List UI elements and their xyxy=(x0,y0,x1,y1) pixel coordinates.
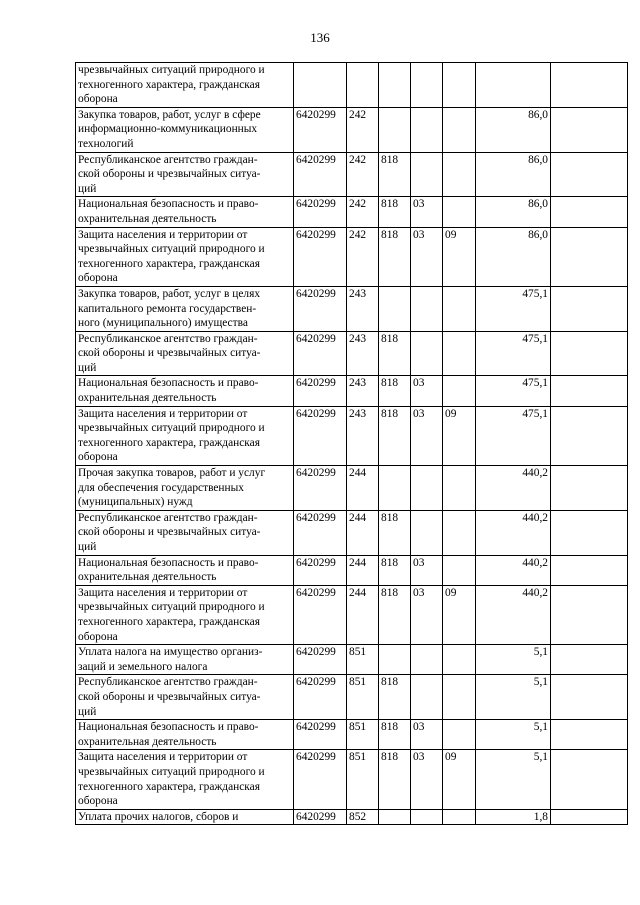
item-name-line: охранительная деятельность xyxy=(78,571,217,584)
amount-cell: 5,1 xyxy=(476,675,551,720)
item-name-line: ций xyxy=(78,705,97,718)
subsection-code-cell xyxy=(443,809,476,825)
table-row xyxy=(76,555,628,585)
expense-type-cell: 243 xyxy=(347,376,379,406)
amount-cell: 440,2 xyxy=(476,510,551,555)
amount-cell: 86,0 xyxy=(476,227,551,286)
target-article-code-cell: 6420299 xyxy=(294,720,347,750)
item-name-line: чрезвычайных ситуаций природного и xyxy=(78,601,265,614)
table-row xyxy=(76,675,628,720)
item-name-line: капитального ремонта государствен- xyxy=(78,302,257,315)
item-name-line: охранительная деятельность xyxy=(78,735,217,748)
subsection-code-cell xyxy=(443,107,476,152)
item-name-cell xyxy=(76,585,294,644)
item-name-line: Уплата прочих налогов, сборов и xyxy=(78,810,239,823)
item-name-line: ций xyxy=(78,541,97,553)
empty-cell xyxy=(551,107,628,152)
target-article-code-cell: 6420299 xyxy=(294,466,347,511)
table-row xyxy=(76,466,628,511)
item-name-line: техногенного характера, гражданская xyxy=(78,615,260,628)
subsection-code-cell: 09 xyxy=(443,750,476,809)
amount-cell: 5,1 xyxy=(476,645,551,675)
administrator-code-cell: 818 xyxy=(379,197,411,227)
subsection-code-cell xyxy=(443,152,476,197)
target-article-code-cell: 6420299 xyxy=(294,585,347,644)
subsection-code-cell xyxy=(443,720,476,750)
empty-cell xyxy=(551,376,628,406)
expense-type-cell: 244 xyxy=(347,585,379,644)
target-article-code-cell: 6420299 xyxy=(294,406,347,465)
expense-type-cell: 243 xyxy=(347,286,379,331)
administrator-code-cell xyxy=(379,107,411,152)
item-name-line: Уплата налога на имущество организ- xyxy=(78,646,263,659)
target-article-code-cell: 6420299 xyxy=(294,510,347,555)
item-name-line: информационно-коммуникационных xyxy=(78,123,258,136)
amount-cell: 5,1 xyxy=(476,720,551,750)
item-name-line: техногенного характера, гражданская xyxy=(78,257,260,270)
item-name-line: чрезвычайных ситуаций природного и xyxy=(78,243,265,256)
expense-type-cell: 851 xyxy=(347,720,379,750)
item-name-line: Закупка товаров, работ, услуг в целях xyxy=(78,287,261,300)
empty-cell xyxy=(551,286,628,331)
item-name-line: Закупка товаров, работ, услуг в сфере xyxy=(78,108,261,121)
empty-cell xyxy=(551,645,628,675)
table-row xyxy=(76,645,628,675)
item-name-cell xyxy=(76,750,294,809)
administrator-code-cell xyxy=(379,466,411,511)
section-code-cell: 03 xyxy=(411,406,443,465)
item-name-line: Прочая закупка товаров, работ и услуг xyxy=(78,467,266,480)
administrator-code-cell: 818 xyxy=(379,406,411,465)
amount-cell: 475,1 xyxy=(476,406,551,465)
section-code-cell xyxy=(411,331,443,376)
subsection-code-cell xyxy=(443,286,476,331)
item-name-line: охранительная деятельность xyxy=(78,212,217,225)
target-article-code-cell xyxy=(294,63,347,108)
item-name-cell xyxy=(76,406,294,465)
section-code-cell xyxy=(411,152,443,197)
subsection-code-cell xyxy=(443,63,476,108)
item-name-line: Национальная безопасность и право- xyxy=(78,556,259,569)
item-name-line: оборона xyxy=(78,272,118,285)
subsection-code-cell xyxy=(443,645,476,675)
empty-cell xyxy=(551,197,628,227)
expense-type-cell: 242 xyxy=(347,107,379,152)
expense-type-cell: 242 xyxy=(347,227,379,286)
target-article-code-cell: 6420299 xyxy=(294,197,347,227)
administrator-code-cell xyxy=(379,286,411,331)
table-row xyxy=(76,720,628,750)
item-name-line: ций xyxy=(78,182,97,195)
empty-cell xyxy=(551,406,628,465)
section-code-cell xyxy=(411,286,443,331)
target-article-code-cell: 6420299 xyxy=(294,107,347,152)
administrator-code-cell: 818 xyxy=(379,720,411,750)
section-code-cell: 03 xyxy=(411,720,443,750)
page-number: 136 xyxy=(310,30,330,45)
section-code-cell xyxy=(411,107,443,152)
expense-type-cell: 244 xyxy=(347,510,379,555)
item-name-line: чрезвычайных ситуаций природного и xyxy=(78,765,265,778)
administrator-code-cell: 818 xyxy=(379,376,411,406)
item-name-line: ской обороны и чрезвычайных ситуа- xyxy=(78,168,261,181)
amount-cell: 86,0 xyxy=(476,197,551,227)
item-name-line: оборона xyxy=(78,795,118,808)
target-article-code-cell: 6420299 xyxy=(294,376,347,406)
subsection-code-cell: 09 xyxy=(443,227,476,286)
item-name-cell xyxy=(76,809,294,825)
empty-cell xyxy=(551,152,628,197)
subsection-code-cell xyxy=(443,466,476,511)
target-article-code-cell: 6420299 xyxy=(294,750,347,809)
subsection-code-cell xyxy=(443,675,476,720)
item-name-line: охранительная деятельность xyxy=(78,392,217,405)
budget-table xyxy=(75,62,628,825)
item-name-cell xyxy=(76,376,294,406)
expense-type-cell: 243 xyxy=(347,406,379,465)
expense-type-cell: 851 xyxy=(347,675,379,720)
table-row xyxy=(76,510,628,555)
item-name-line: чрезвычайных ситуаций природного и xyxy=(78,422,265,435)
item-name-cell xyxy=(76,510,294,555)
table-row xyxy=(76,809,628,825)
table-row xyxy=(76,585,628,644)
item-name-cell xyxy=(76,331,294,376)
item-name-line: для обеспечения государственных xyxy=(78,481,244,494)
section-code-cell xyxy=(411,63,443,108)
administrator-code-cell: 818 xyxy=(379,510,411,555)
empty-cell xyxy=(551,227,628,286)
table-row xyxy=(76,406,628,465)
target-article-code-cell: 6420299 xyxy=(294,675,347,720)
item-name-line: Республиканское агентство граждан- xyxy=(78,676,258,689)
administrator-code-cell: 818 xyxy=(379,750,411,809)
item-name-line: Защита населения и территории от xyxy=(78,228,248,241)
empty-cell xyxy=(551,466,628,511)
expense-type-cell: 244 xyxy=(347,555,379,585)
amount-cell: 5,1 xyxy=(476,750,551,809)
amount-cell: 1,8 xyxy=(476,809,551,825)
amount-cell: 475,1 xyxy=(476,376,551,406)
table-row xyxy=(76,331,628,376)
item-name-line: чрезвычайных ситуаций природного и xyxy=(78,64,265,76)
administrator-code-cell: 818 xyxy=(379,331,411,376)
administrator-code-cell xyxy=(379,645,411,675)
table-row xyxy=(76,152,628,197)
table-row xyxy=(76,750,628,809)
subsection-code-cell xyxy=(443,331,476,376)
item-name-cell xyxy=(76,555,294,585)
item-name-cell xyxy=(76,107,294,152)
target-article-code-cell: 6420299 xyxy=(294,645,347,675)
item-name-cell xyxy=(76,152,294,197)
target-article-code-cell: 6420299 xyxy=(294,555,347,585)
amount-cell: 440,2 xyxy=(476,585,551,644)
section-code-cell xyxy=(411,466,443,511)
expense-type-cell: 244 xyxy=(347,466,379,511)
empty-cell xyxy=(551,720,628,750)
section-code-cell: 03 xyxy=(411,750,443,809)
empty-cell xyxy=(551,510,628,555)
empty-cell xyxy=(551,809,628,825)
section-code-cell: 03 xyxy=(411,376,443,406)
expense-type-cell: 851 xyxy=(347,750,379,809)
item-name-line: Национальная безопасность и право- xyxy=(78,721,259,734)
item-name-line: технологий xyxy=(78,137,134,150)
subsection-code-cell xyxy=(443,555,476,585)
empty-cell xyxy=(551,675,628,720)
item-name-line: ской обороны и чрезвычайных ситуа- xyxy=(78,347,261,360)
table-row xyxy=(76,227,628,286)
item-name-line: Республиканское агентство граждан- xyxy=(78,153,258,166)
expense-type-cell: 242 xyxy=(347,197,379,227)
administrator-code-cell xyxy=(379,63,411,108)
item-name-cell xyxy=(76,227,294,286)
target-article-code-cell: 6420299 xyxy=(294,227,347,286)
item-name-line: техногенного характера, гражданская xyxy=(78,78,260,91)
table-row xyxy=(76,286,628,331)
item-name-line: техногенного характера, гражданская xyxy=(78,436,260,449)
administrator-code-cell: 818 xyxy=(379,675,411,720)
table-row xyxy=(76,197,628,227)
item-name-line: Защита населения и территории от xyxy=(78,751,248,764)
item-name-cell xyxy=(76,63,294,108)
administrator-code-cell: 818 xyxy=(379,152,411,197)
section-code-cell xyxy=(411,510,443,555)
item-name-line: ного (муниципального) имущества xyxy=(78,317,248,330)
item-name-line: Национальная безопасность и право- xyxy=(78,377,259,390)
empty-cell xyxy=(551,331,628,376)
section-code-cell: 03 xyxy=(411,227,443,286)
expense-type-cell: 242 xyxy=(347,152,379,197)
target-article-code-cell: 6420299 xyxy=(294,286,347,331)
subsection-code-cell xyxy=(443,197,476,227)
item-name-line: ской обороны и чрезвычайных ситуа- xyxy=(78,526,261,539)
subsection-code-cell xyxy=(443,510,476,555)
administrator-code-cell: 818 xyxy=(379,555,411,585)
section-code-cell xyxy=(411,809,443,825)
administrator-code-cell: 818 xyxy=(379,227,411,286)
subsection-code-cell: 09 xyxy=(443,585,476,644)
section-code-cell xyxy=(411,645,443,675)
item-name-line: ской обороны и чрезвычайных ситуа- xyxy=(78,690,261,703)
item-name-line: оборона xyxy=(78,630,118,643)
subsection-code-cell xyxy=(443,376,476,406)
item-name-line: Национальная безопасность и право- xyxy=(78,198,259,211)
section-code-cell: 03 xyxy=(411,197,443,227)
item-name-line: оборона xyxy=(78,451,118,464)
item-name-cell xyxy=(76,720,294,750)
target-article-code-cell: 6420299 xyxy=(294,331,347,376)
expense-type-cell: 852 xyxy=(347,809,379,825)
item-name-cell xyxy=(76,466,294,511)
empty-cell xyxy=(551,555,628,585)
target-article-code-cell: 6420299 xyxy=(294,809,347,825)
item-name-line: Республиканское агентство граждан- xyxy=(78,332,258,345)
amount-cell: 86,0 xyxy=(476,152,551,197)
table-row xyxy=(76,63,628,108)
amount-cell: 440,2 xyxy=(476,466,551,511)
section-code-cell: 03 xyxy=(411,585,443,644)
table-row xyxy=(76,376,628,406)
section-code-cell: 03 xyxy=(411,555,443,585)
table-row xyxy=(76,107,628,152)
item-name-cell xyxy=(76,675,294,720)
item-name-line: оборона xyxy=(78,93,118,106)
item-name-line: Республиканское агентство граждан- xyxy=(78,511,258,524)
expense-type-cell: 243 xyxy=(347,331,379,376)
administrator-code-cell xyxy=(379,809,411,825)
empty-cell xyxy=(551,63,628,108)
item-name-cell xyxy=(76,286,294,331)
budget-table-body xyxy=(76,63,628,825)
item-name-line: Защита населения и территории от xyxy=(78,407,248,420)
section-code-cell xyxy=(411,675,443,720)
item-name-line: заций и земельного налога xyxy=(78,660,208,673)
target-article-code-cell: 6420299 xyxy=(294,152,347,197)
empty-cell xyxy=(551,585,628,644)
subsection-code-cell: 09 xyxy=(443,406,476,465)
amount-cell: 475,1 xyxy=(476,331,551,376)
empty-cell xyxy=(551,750,628,809)
administrator-code-cell: 818 xyxy=(379,585,411,644)
amount-cell: 475,1 xyxy=(476,286,551,331)
item-name-line: Защита населения и территории от xyxy=(78,586,248,599)
item-name-line: (муниципальных) нужд xyxy=(78,496,193,509)
amount-cell: 86,0 xyxy=(476,107,551,152)
item-name-cell xyxy=(76,645,294,675)
item-name-line: техногенного характера, гражданская xyxy=(78,780,260,793)
expense-type-cell xyxy=(347,63,379,108)
item-name-cell xyxy=(76,197,294,227)
amount-cell: 440,2 xyxy=(476,555,551,585)
expense-type-cell: 851 xyxy=(347,645,379,675)
item-name-line: ций xyxy=(78,361,97,374)
amount-cell xyxy=(476,63,551,108)
